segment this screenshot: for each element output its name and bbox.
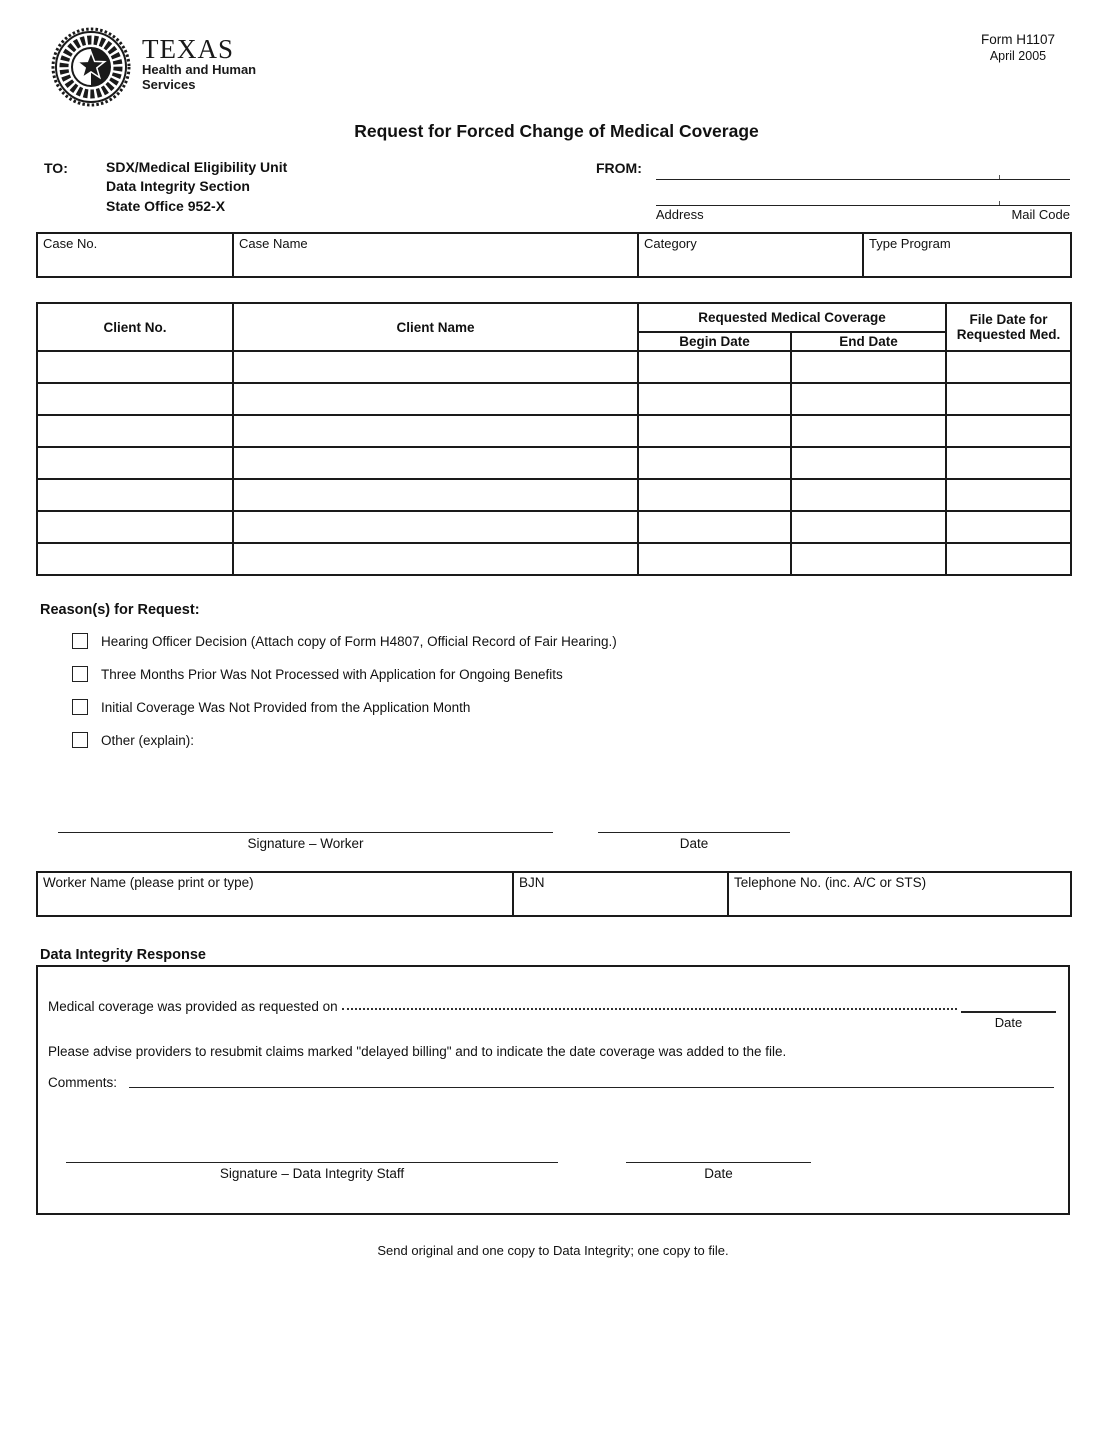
from-label: FROM:: [596, 160, 642, 176]
client-table-cell[interactable]: [233, 511, 638, 543]
client-table-cell[interactable]: [638, 447, 791, 479]
to-block: [36, 158, 596, 222]
checkbox-three-months-prior[interactable]: [72, 666, 88, 682]
form-number: Form H1107: [980, 32, 1055, 47]
address-label: Address: [655, 207, 704, 222]
bjn-cell[interactable]: BJN: [513, 872, 728, 916]
client-table-cell[interactable]: [233, 447, 638, 479]
case-info-row: [37, 233, 1071, 277]
telephone-cell[interactable]: Telephone No. (inc. A/C or STS): [728, 872, 1071, 916]
worker-name-cell[interactable]: Worker Name (please print or type): [37, 872, 513, 916]
advise-providers-text: Please advise providers to resubmit claims marked "delayed billing" and to indicate the date coverage was added to the file.: [48, 1044, 787, 1059]
client-table-cell[interactable]: [233, 383, 638, 415]
client-table-cell[interactable]: [233, 543, 638, 575]
logo-text: [142, 26, 256, 93]
case-name-cell[interactable]: Case Name: [233, 233, 638, 277]
client-table-cell[interactable]: [946, 511, 1071, 543]
form-date: April 2005: [989, 48, 1047, 63]
client-table-cell[interactable]: [37, 543, 233, 575]
worker-date-label: Date: [679, 836, 709, 851]
from-name-field[interactable]: [656, 158, 1070, 180]
data-integrity-heading: Data Integrity Response: [40, 947, 206, 963]
client-table-cell[interactable]: [791, 351, 946, 383]
client-table-cell[interactable]: [946, 383, 1071, 415]
to-address-lines: [106, 158, 287, 222]
provided-date-group: [961, 1011, 1056, 1030]
comments-label: Comments:: [48, 1075, 118, 1090]
di-signature-label: Signature – Data Integrity Staff: [219, 1166, 405, 1181]
coverage-provided-row: [48, 995, 1056, 1030]
client-table-cell[interactable]: [37, 415, 233, 447]
form-header: [0, 0, 1113, 113]
client-table-cell[interactable]: [37, 351, 233, 383]
client-table-cell[interactable]: [233, 351, 638, 383]
data-integrity-signature-section: [66, 1162, 1056, 1181]
client-table-row: [37, 415, 1071, 447]
comments-row: [48, 1075, 1056, 1090]
reason-label-initial-coverage: Initial Coverage Was Not Provided from the Application Month: [101, 699, 471, 715]
checkbox-hearing-officer[interactable]: [72, 633, 88, 649]
form-title: Request for Forced Change of Medical Coverage: [354, 121, 759, 141]
hhs-logo: [50, 26, 256, 113]
provided-date-label: Date: [994, 1015, 1023, 1030]
reasons-heading: Reason(s) for Request:: [40, 602, 200, 618]
requested-coverage-header: Requested Medical Coverage: [638, 303, 946, 332]
client-table-row: [37, 447, 1071, 479]
from-field-labels: [656, 206, 1070, 222]
file-date-header: File Date for Requested Med.: [946, 303, 1071, 351]
case-info-table: [36, 232, 1072, 278]
from-address-field[interactable]: [656, 180, 1070, 206]
worker-info-row: [37, 872, 1071, 916]
client-name-header: Client Name: [233, 303, 638, 351]
client-table-cell[interactable]: [791, 543, 946, 575]
checkbox-other[interactable]: [72, 732, 88, 748]
worker-signature-section: [58, 832, 1070, 851]
reasons-section: [36, 602, 1070, 750]
client-table-row: [37, 351, 1071, 383]
type-program-cell[interactable]: Type Program: [863, 233, 1071, 277]
to-from-section: [36, 158, 1070, 222]
case-no-cell[interactable]: Case No.: [37, 233, 233, 277]
reason-item-other: [72, 730, 1070, 750]
client-table-cell[interactable]: [946, 351, 1071, 383]
client-table-cell[interactable]: [946, 543, 1071, 575]
client-table-body: [37, 351, 1071, 575]
worker-signature-label: Signature – Worker: [247, 836, 364, 851]
client-table-cell[interactable]: [638, 479, 791, 511]
client-table-cell[interactable]: [233, 479, 638, 511]
worker-date-group: [598, 832, 790, 851]
reason-label-other: Other (explain):: [101, 732, 195, 748]
data-integrity-box: [36, 965, 1070, 1215]
client-table-cell[interactable]: [638, 511, 791, 543]
to-line-2: Data Integrity Section: [106, 178, 250, 195]
di-date-group: [626, 1162, 811, 1181]
dotted-leader-line: [342, 1008, 957, 1010]
client-table-cell[interactable]: [791, 447, 946, 479]
end-date-header: End Date: [791, 332, 946, 351]
di-signature-group: [66, 1162, 558, 1181]
form-content: [36, 158, 1070, 1258]
client-table-cell[interactable]: [791, 383, 946, 415]
client-no-header: Client No.: [37, 303, 233, 351]
coverage-provided-text: Medical coverage was provided as requested on: [48, 999, 338, 1014]
worker-signature-group: [58, 832, 553, 851]
texas-seal-icon: [50, 26, 132, 113]
client-table-cell[interactable]: [233, 415, 638, 447]
client-table-cell[interactable]: [791, 415, 946, 447]
client-table-header-row-1: [37, 303, 1071, 332]
client-table-row: [37, 479, 1071, 511]
reason-label-three-months-prior: Three Months Prior Was Not Processed with Application for Ongoing Benefits: [101, 666, 563, 682]
begin-date-header: Begin Date: [638, 332, 791, 351]
logo-line1: Health and Human: [142, 62, 257, 77]
to-line-1: SDX/Medical Eligibility Unit: [106, 159, 288, 175]
client-table-cell[interactable]: [37, 511, 233, 543]
client-table-cell[interactable]: [37, 447, 233, 479]
client-table-row: [37, 511, 1071, 543]
logo-org-name: TEXAS: [142, 34, 234, 64]
client-table-cell[interactable]: [946, 415, 1071, 447]
client-table-cell[interactable]: [37, 479, 233, 511]
to-label: TO:: [44, 160, 68, 176]
client-table-cell[interactable]: [946, 479, 1071, 511]
reason-item-hearing-officer: [72, 631, 1070, 651]
client-table-cell[interactable]: [791, 479, 946, 511]
client-table-row: [37, 543, 1071, 575]
client-table: [36, 302, 1072, 576]
client-table-cell[interactable]: [638, 351, 791, 383]
reason-label-hearing-officer: Hearing Officer Decision (Attach copy of Form H4807, Official Record of Fair Hearing.): [101, 633, 617, 649]
logo-line2: Services: [142, 76, 196, 92]
worker-info-table: [36, 871, 1072, 917]
client-table-cell[interactable]: [791, 511, 946, 543]
checkbox-initial-coverage[interactable]: [72, 699, 88, 715]
di-date-label: Date: [704, 1166, 733, 1181]
client-table-cell[interactable]: [638, 383, 791, 415]
client-table-cell[interactable]: [638, 543, 791, 575]
distribution-note: Send original and one copy to Data Integrity; one copy to file.: [377, 1243, 729, 1258]
mail-code-label: Mail Code: [1011, 207, 1070, 222]
client-table-cell[interactable]: [946, 447, 1071, 479]
from-fields: [656, 158, 1070, 222]
client-table-cell[interactable]: [638, 415, 791, 447]
client-table-row: [37, 383, 1071, 415]
reason-item-three-months-prior: [72, 664, 1070, 684]
category-cell[interactable]: Category: [638, 233, 863, 277]
from-block: [596, 158, 1070, 222]
reason-item-initial-coverage: [72, 697, 1070, 717]
to-line-3: State Office 952-X: [106, 197, 226, 214]
client-table-cell[interactable]: [37, 383, 233, 415]
form-id-block: [981, 26, 1055, 113]
comments-field[interactable]: [129, 1087, 1054, 1088]
